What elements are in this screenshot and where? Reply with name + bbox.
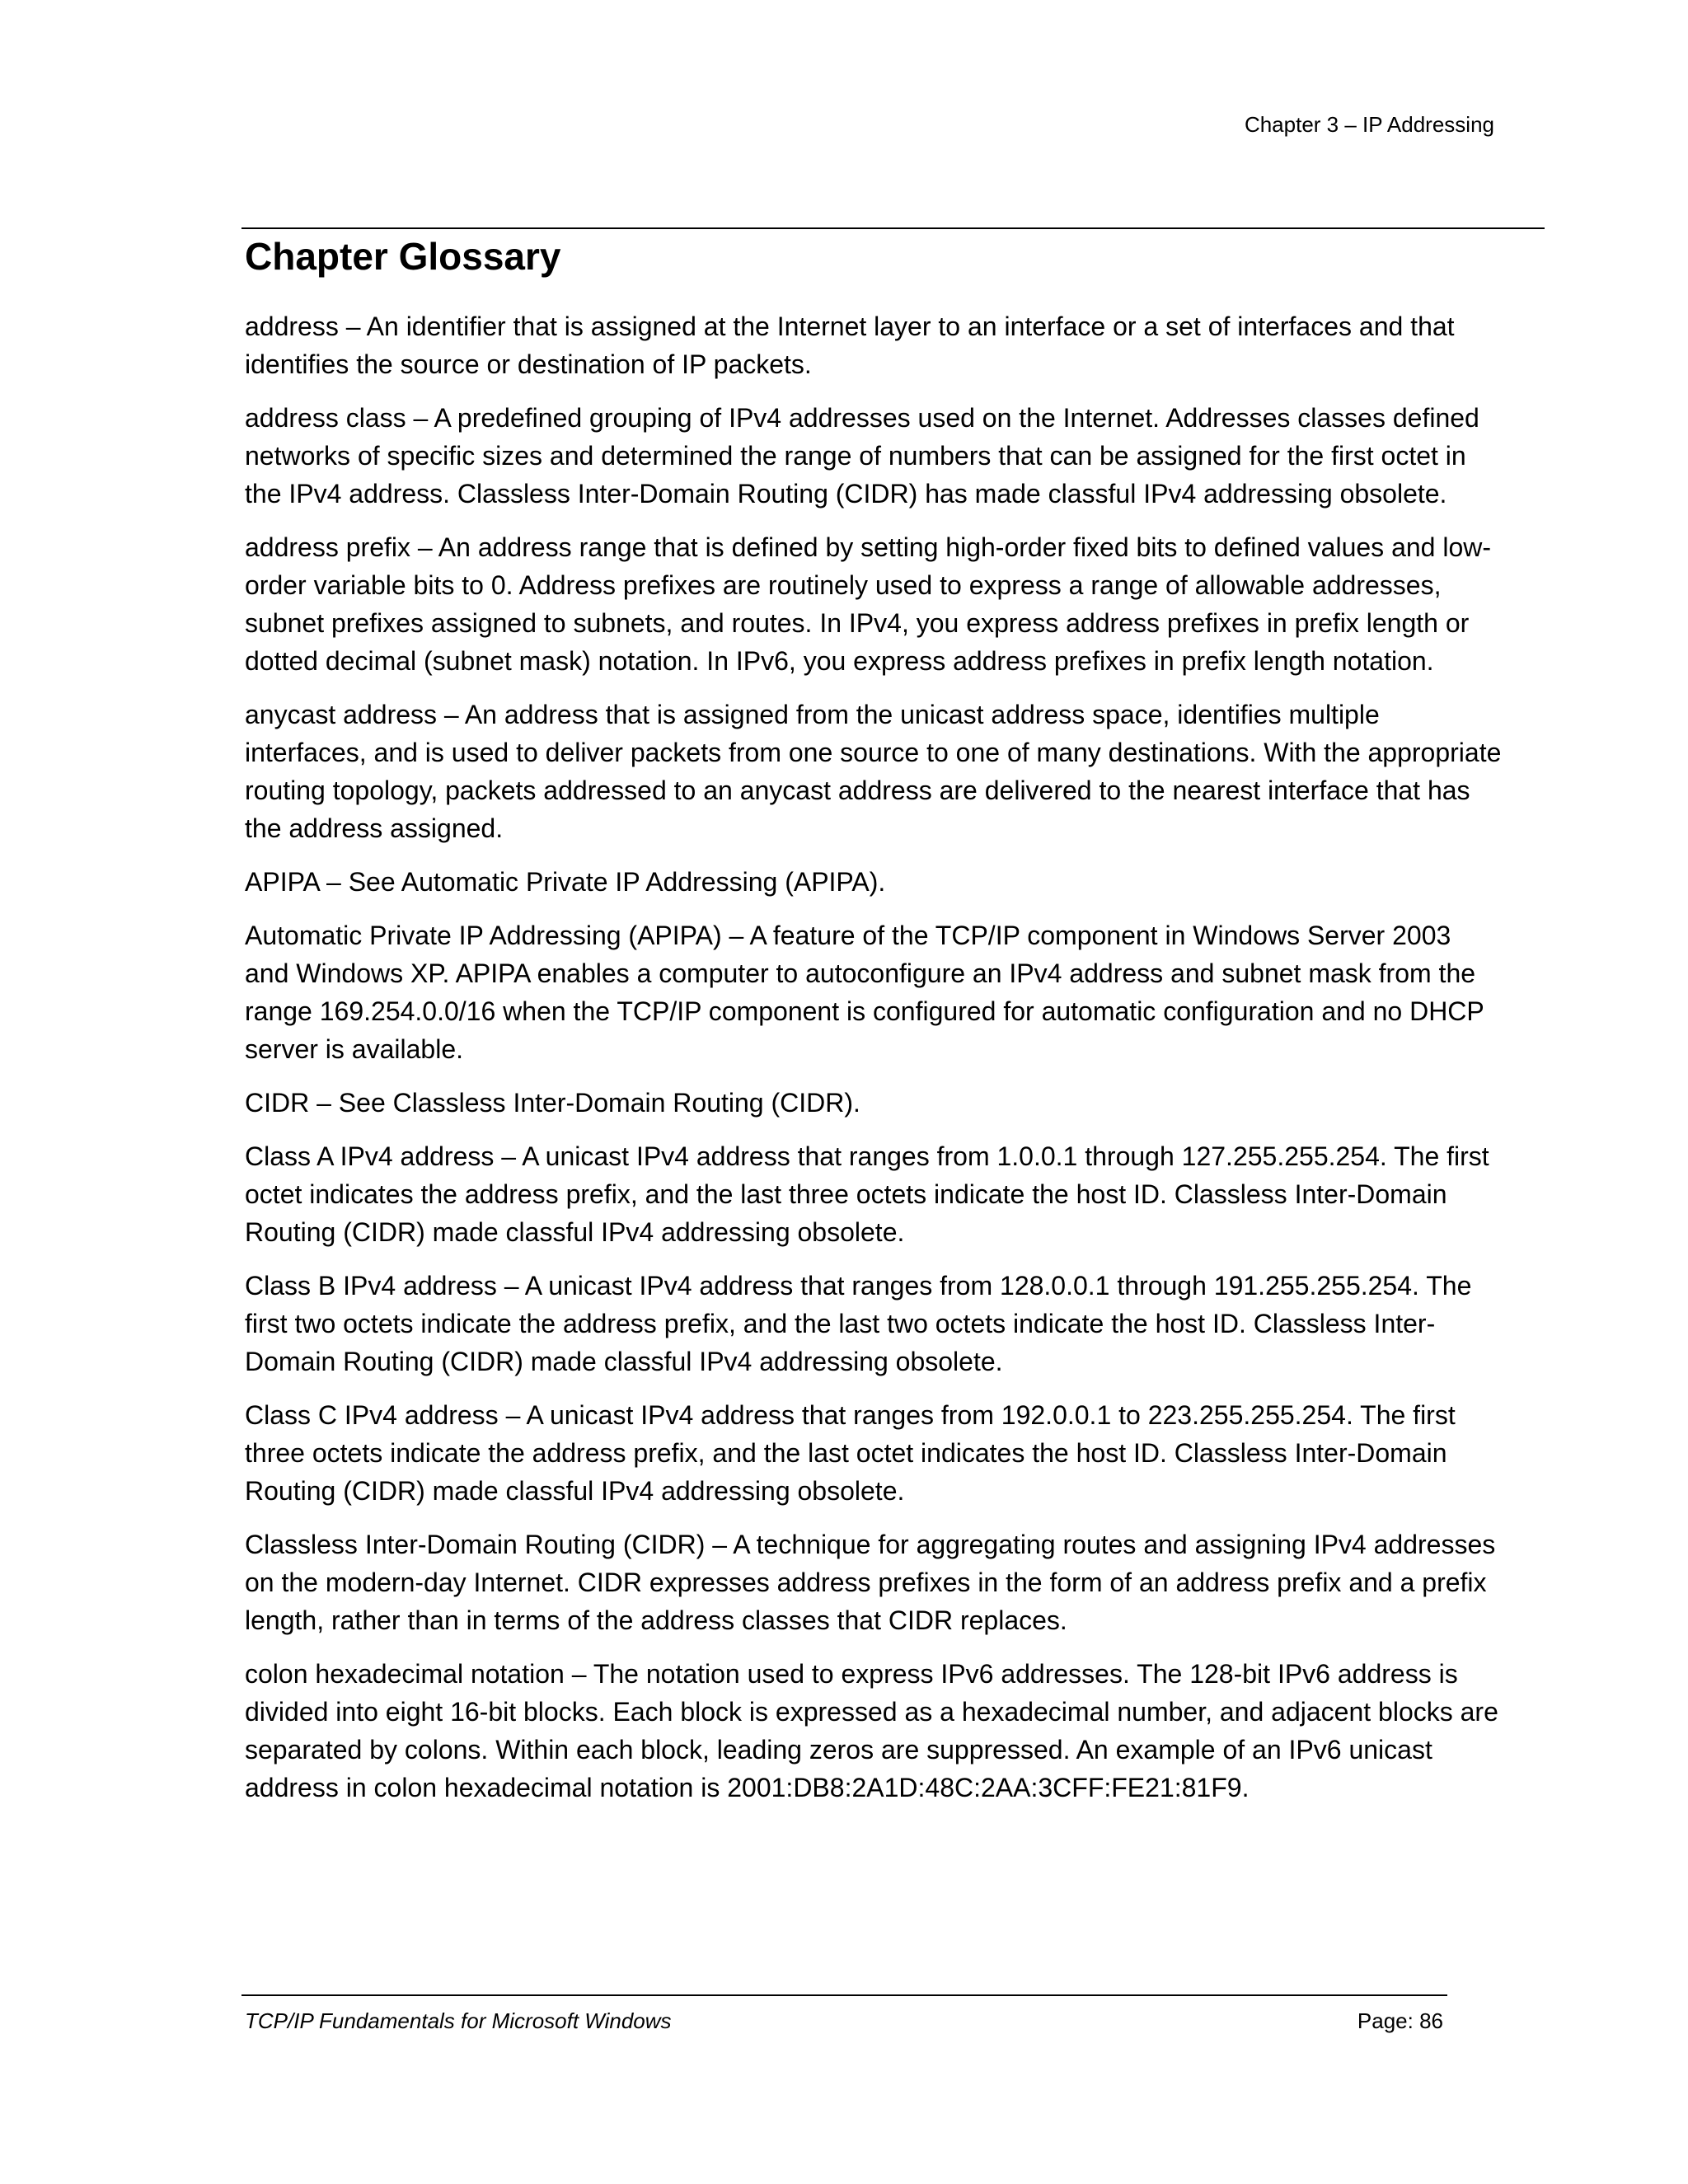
glossary-entry-address-class: address class – A predefined grouping of IPv4 addresses used on the Internet. Addresses classes defined networks of specific sizes and determined the range of numbers that can be assigned for the first octet in the IPv4 address. Classless Inter-Domain Routing (CIDR) has made classful IPv4 addressing obsolete. bbox=[245, 403, 1479, 509]
page-number: Page: 86 bbox=[1357, 2008, 1443, 2033]
title-divider bbox=[241, 227, 1545, 229]
glossary-entry-anycast-address: anycast address – An address that is assigned from the unicast address space, identifies multiple interfaces, and is used to deliver packets from one source to one of many destinations. With the appropriate routing topology, packets addressed to an anycast address are delivered to the nearest interface that has the address assigned. bbox=[245, 700, 1502, 843]
running-header: Chapter 3 – IP Addressing bbox=[1244, 112, 1494, 137]
footer-book-title: TCP/IP Fundamentals for Microsoft Windows bbox=[245, 2008, 672, 2033]
glossary-entry-address-prefix: address prefix – An address range that is defined by setting high-order fixed bits to defined values and low-order variable bits to 0. Address prefixes are routinely used to express a range of allowable addresses, subnet prefixes assigned to subnets, and routes. In IPv4, you express address prefixes in prefix length or dotted decimal (subnet mask) notation. In IPv6, you express address prefixes in prefix length notation. bbox=[245, 532, 1492, 676]
glossary-entry-class-c: Class C IPv4 address – A unicast IPv4 address that ranges from 192.0.0.1 to 223.255.255.254. The first three octets indicate the address prefix, and the last octet indicates the host ID. Classless Inter-Domain Routing (CIDR) made classful IPv4 addressing obsolete. bbox=[245, 1400, 1456, 1506]
glossary-list bbox=[245, 307, 1502, 1822]
glossary-entry-class-a: Class A IPv4 address – A unicast IPv4 address that ranges from 1.0.0.1 through 127.255.255.254. The first octet indicates the address prefix, and the last three octets indicate the host ID. Classless Inter-Domain Routing (CIDR) made classful IPv4 addressing obsolete. bbox=[245, 1141, 1489, 1247]
glossary-entry-address: address – An identifier that is assigned at the Internet layer to an interface or a set of interfaces and that identifies the source or destination of IP packets. bbox=[245, 312, 1455, 379]
footer-divider bbox=[241, 1994, 1447, 1996]
glossary-entry-classless-inter-domain-routing: Classless Inter-Domain Routing (CIDR) – A technique for aggregating routes and assigning IPv4 addresses on the modern-day Internet. CIDR expresses address prefixes in the form of an address prefix and a prefix length, rather than in terms of the address classes that CIDR replaces. bbox=[245, 1530, 1496, 1635]
glossary-entry-class-b: Class B IPv4 address – A unicast IPv4 address that ranges from 128.0.0.1 through 191.255.255.254. The first two octets indicate the address prefix, and the last two octets indicate the host ID. Classless Inter-Domain Routing (CIDR) made classful IPv4 addressing obsolete. bbox=[245, 1271, 1472, 1376]
glossary-entry-apipa: APIPA – See Automatic Private IP Addressing (APIPA). bbox=[245, 867, 886, 897]
page-title: Chapter Glossary bbox=[245, 235, 561, 278]
glossary-entry-cidr: CIDR – See Classless Inter-Domain Routing (CIDR). bbox=[245, 1088, 860, 1118]
glossary-entry-colon-hexadecimal-notation: colon hexadecimal notation – The notation used to express IPv6 addresses. The 128-bit IPv6 address is divided into eight 16-bit blocks. Each block is expressed as a hexadecimal number, and adjacent blocks are separated by colons. Within each block, leading zeros are suppressed. An example of an IPv6 unicast address in colon hexadecimal notation is 2001:DB8:2A1D:48C:2AA:3CFF:FE21:81F9. bbox=[245, 1659, 1498, 1802]
glossary-entry-automatic-private-ip-addressing: Automatic Private IP Addressing (APIPA) – A feature of the TCP/IP component in Windows Server 2003 and Windows XP. APIPA enables a computer to autoconfigure an IPv4 address and subnet mask from the range 169.254.0.0/16 when the TCP/IP component is configured for automatic configuration and no DHCP server is available. bbox=[245, 921, 1484, 1064]
